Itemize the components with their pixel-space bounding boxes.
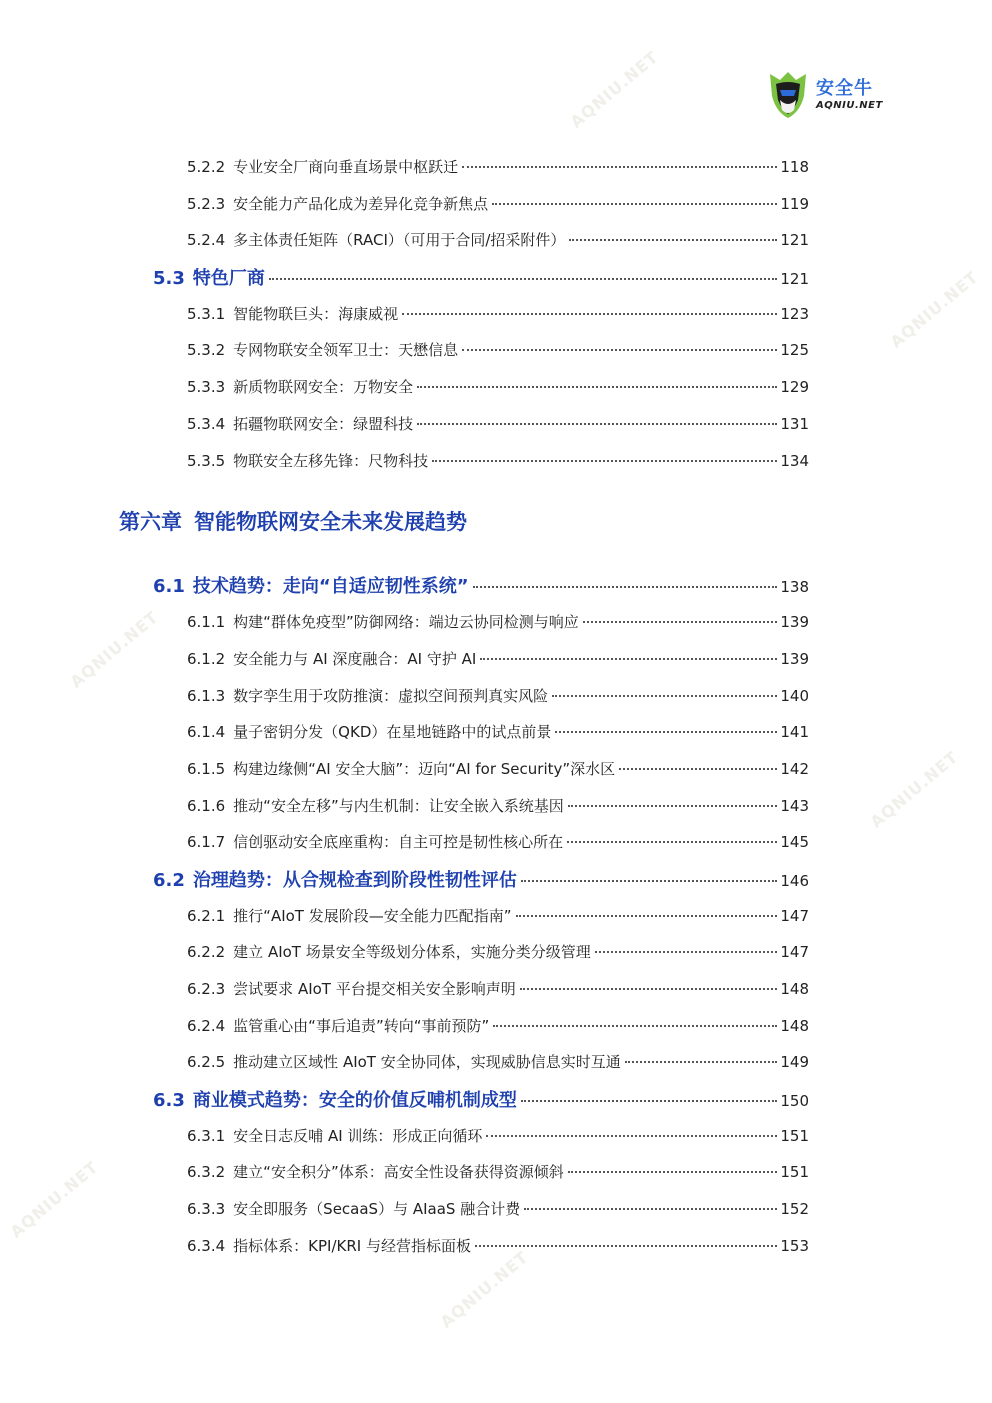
toc-title: 数字孪生用于攻防推演：虚拟空间预判真实风险 [233, 687, 549, 705]
toc-number: 6.3.3 [187, 1200, 226, 1218]
toc-section-entry[interactable] [153, 264, 809, 290]
toc-number: 6.2.5 [187, 1053, 226, 1071]
toc-entry[interactable] [187, 831, 809, 852]
toc-entry[interactable] [187, 156, 809, 177]
toc-number: 6.2.4 [187, 1017, 226, 1035]
brand-name-en: AQNIU.NET [816, 100, 883, 111]
watermark: AQNIU.NET [566, 47, 663, 132]
chapter-title: 智能物联网安全未来发展趋势 [194, 510, 467, 534]
toc-title: 推动建立区域性 AIoT 安全协同体，实现威胁信息实时互通 [233, 1053, 621, 1071]
toc-number: 6.3.2 [187, 1163, 226, 1181]
toc-entry[interactable] [187, 376, 809, 397]
toc-entry[interactable] [187, 795, 809, 816]
toc-leader-dots [524, 1208, 777, 1210]
toc-number: 6.1.5 [187, 760, 226, 778]
toc-leader-dots [402, 313, 777, 315]
toc-number: 5.2.2 [187, 158, 226, 176]
toc-page: 145 [780, 833, 809, 851]
toc-number: 6.1 [153, 576, 185, 597]
toc-page: 150 [780, 1092, 809, 1110]
toc-number: 6.2.2 [187, 943, 226, 961]
toc-section-entry[interactable] [153, 572, 809, 598]
toc-title: 推动“安全左移”与内生机制：让安全嵌入系统基因 [233, 797, 564, 815]
toc-page: 118 [780, 158, 809, 176]
toc-leader-dots [473, 586, 778, 588]
toc-page: 134 [780, 452, 809, 470]
toc-leader-dots [595, 951, 778, 953]
toc-page: 129 [780, 378, 809, 396]
toc-entry[interactable] [187, 685, 809, 706]
toc-leader-dots [475, 1245, 777, 1247]
toc-leader-dots [432, 460, 777, 462]
toc-entry[interactable] [187, 193, 809, 214]
toc-leader-dots [568, 1171, 778, 1173]
toc-entry[interactable] [187, 721, 809, 742]
toc-leader-dots [520, 988, 778, 990]
toc-page: 147 [780, 907, 809, 925]
toc-leader-dots [521, 880, 777, 882]
toc-title: 安全能力与 AI 深度融合：AI 守护 AI [233, 650, 477, 668]
toc-page: 146 [780, 872, 809, 890]
toc-number: 5.3.3 [187, 378, 226, 396]
toc-leader-dots [555, 731, 777, 733]
toc-page: 151 [780, 1127, 809, 1145]
toc-title: 多主体责任矩阵（RACI）（可用于合同/招采附件） [233, 231, 566, 249]
toc-page: 121 [780, 270, 809, 288]
toc-number: 5.3.1 [187, 305, 226, 323]
toc-entry[interactable] [187, 413, 809, 434]
toc-title: 新质物联网安全：万物安全 [233, 378, 414, 396]
toc-page: 147 [780, 943, 809, 961]
toc-leader-dots [521, 1100, 777, 1102]
toc-page: 138 [780, 578, 809, 596]
toc-entry[interactable] [187, 1051, 809, 1072]
toc-title: 商业模式趋势：安全的价值反哺机制成型 [192, 1090, 517, 1111]
toc-number: 5.3 [153, 268, 185, 289]
toc-page: 148 [780, 980, 809, 998]
brand-name-cn: 安全牛 [816, 78, 873, 99]
chapter-label: 第六章 [119, 510, 182, 534]
toc-entry[interactable] [187, 905, 809, 926]
toc-number: 6.2.1 [187, 907, 226, 925]
toc-title: 物联安全左移先锋：尺物科技 [233, 452, 429, 470]
toc-page: 153 [780, 1237, 809, 1255]
toc-page: 152 [780, 1200, 809, 1218]
toc-number: 5.3.4 [187, 415, 226, 433]
toc-leader-dots [417, 386, 777, 388]
toc-page: 123 [780, 305, 809, 323]
toc-number: 6.1.3 [187, 687, 226, 705]
toc-page: 140 [780, 687, 809, 705]
toc-number: 6.1.6 [187, 797, 226, 815]
watermark: AQNIU.NET [886, 267, 983, 352]
toc-entry[interactable] [187, 1125, 809, 1146]
toc-leader-dots [480, 658, 777, 660]
toc-entry[interactable] [187, 1161, 809, 1182]
toc-leader-dots [569, 239, 777, 241]
toc-title: 建立“安全积分”体系：高安全性设备获得资源倾斜 [233, 1163, 564, 1181]
toc-leader-dots [583, 621, 778, 623]
toc-title: 推行“AIoT 发展阶段—安全能力匹配指南” [233, 907, 512, 925]
toc-leader-dots [493, 1025, 777, 1027]
toc-title: 拓疆物联网安全：绿盟科技 [233, 415, 414, 433]
toc-entry[interactable] [187, 339, 809, 360]
toc-title: 技术趋势：走向“自适应韧性系统” [192, 576, 469, 597]
toc-title: 智能物联巨头：海康威视 [233, 305, 399, 323]
toc-title: 建立 AIoT 场景安全等级划分体系，实施分类分级管理 [233, 943, 591, 961]
toc-section-entry[interactable] [153, 1086, 809, 1112]
toc-number: 5.3.5 [187, 452, 226, 470]
toc-page: 121 [780, 231, 809, 249]
toc-leader-dots [516, 915, 778, 917]
watermark: AQNIU.NET [6, 1157, 103, 1242]
toc-leader-dots [269, 278, 777, 280]
toc-number: 5.2.4 [187, 231, 226, 249]
toc-title: 专网物联安全领军卫士：天懋信息 [233, 341, 459, 359]
toc-leader-dots [417, 423, 777, 425]
toc-number: 6.3.4 [187, 1237, 226, 1255]
toc-title: 构建“群体免疫型”防御网络：端边云协同检测与响应 [233, 613, 579, 631]
toc-page: 139 [780, 613, 809, 631]
toc-number: 5.3.2 [187, 341, 226, 359]
toc-title: 专业安全厂商向垂直场景中枢跃迁 [233, 158, 459, 176]
chapter-heading[interactable] [119, 506, 467, 536]
toc-title: 安全日志反哺 AI 训练：形成正向循环 [233, 1127, 483, 1145]
toc-page: 139 [780, 650, 809, 668]
toc-leader-dots [462, 166, 777, 168]
watermark: AQNIU.NET [436, 1247, 533, 1332]
toc-page: 149 [780, 1053, 809, 1071]
toc-page: 148 [780, 1017, 809, 1035]
toc-leader-dots [462, 349, 777, 351]
toc-leader-dots [625, 1061, 778, 1063]
toc-entry[interactable] [187, 1015, 809, 1036]
toc-entry[interactable] [187, 1235, 809, 1256]
toc-number: 6.3.1 [187, 1127, 226, 1145]
brand-shield-icon [766, 70, 810, 120]
watermark: AQNIU.NET [66, 607, 163, 692]
watermark: AQNIU.NET [866, 747, 963, 832]
toc-entry[interactable] [187, 303, 809, 324]
toc-title: 治理趋势：从合规检查到阶段性韧性评估 [192, 870, 517, 891]
toc-leader-dots [568, 805, 778, 807]
toc-title: 安全即服务（SecaaS）与 AIaaS 融合计费 [233, 1200, 521, 1218]
toc-entry[interactable] [187, 611, 809, 632]
toc-title: 特色厂商 [192, 268, 265, 289]
toc-title: 量子密钥分发（QKD）在星地链路中的试点前景 [233, 723, 552, 741]
toc-number: 6.1.4 [187, 723, 226, 741]
toc-leader-dots [492, 203, 777, 205]
toc-page: 141 [780, 723, 809, 741]
toc-number: 6.1.1 [187, 613, 226, 631]
brand-logo [766, 68, 886, 120]
toc-number: 6.1.7 [187, 833, 226, 851]
toc-title: 安全能力产品化成为差异化竞争新焦点 [233, 195, 489, 213]
toc-title: 构建边缘侧“AI 安全大脑”：迈向“AI for Security”深水区 [233, 760, 616, 778]
toc-number: 5.2.3 [187, 195, 226, 213]
toc-entry[interactable] [187, 450, 809, 471]
toc-page: 131 [780, 415, 809, 433]
toc-entry[interactable] [187, 758, 809, 779]
toc-title: 信创驱动安全底座重构：自主可控是韧性核心所在 [233, 833, 564, 851]
toc-page: 151 [780, 1163, 809, 1181]
toc-leader-dots [486, 1135, 777, 1137]
toc-leader-dots [567, 841, 777, 843]
toc-entry[interactable] [187, 1198, 809, 1219]
toc-page: 142 [780, 760, 809, 778]
toc-leader-dots [619, 768, 777, 770]
toc-section-entry[interactable] [153, 866, 809, 892]
toc-page: 119 [780, 195, 809, 213]
toc-title: 指标体系：KPI/KRI 与经营指标面板 [233, 1237, 471, 1255]
toc-entry[interactable] [187, 229, 809, 250]
toc-number: 6.3 [153, 1090, 185, 1111]
toc-number: 6.1.2 [187, 650, 226, 668]
toc-number: 6.2.3 [187, 980, 226, 998]
toc-entry[interactable] [187, 978, 809, 999]
toc-page: 143 [780, 797, 809, 815]
toc-number: 6.2 [153, 870, 185, 891]
toc-title: 监管重心由“事后追责”转向“事前预防” [233, 1017, 490, 1035]
toc-entry[interactable] [187, 941, 809, 962]
toc-leader-dots [552, 695, 777, 697]
toc-title: 尝试要求 AIoT 平台提交相关安全影响声明 [233, 980, 516, 998]
toc-entry[interactable] [187, 648, 809, 669]
toc-page: 125 [780, 341, 809, 359]
